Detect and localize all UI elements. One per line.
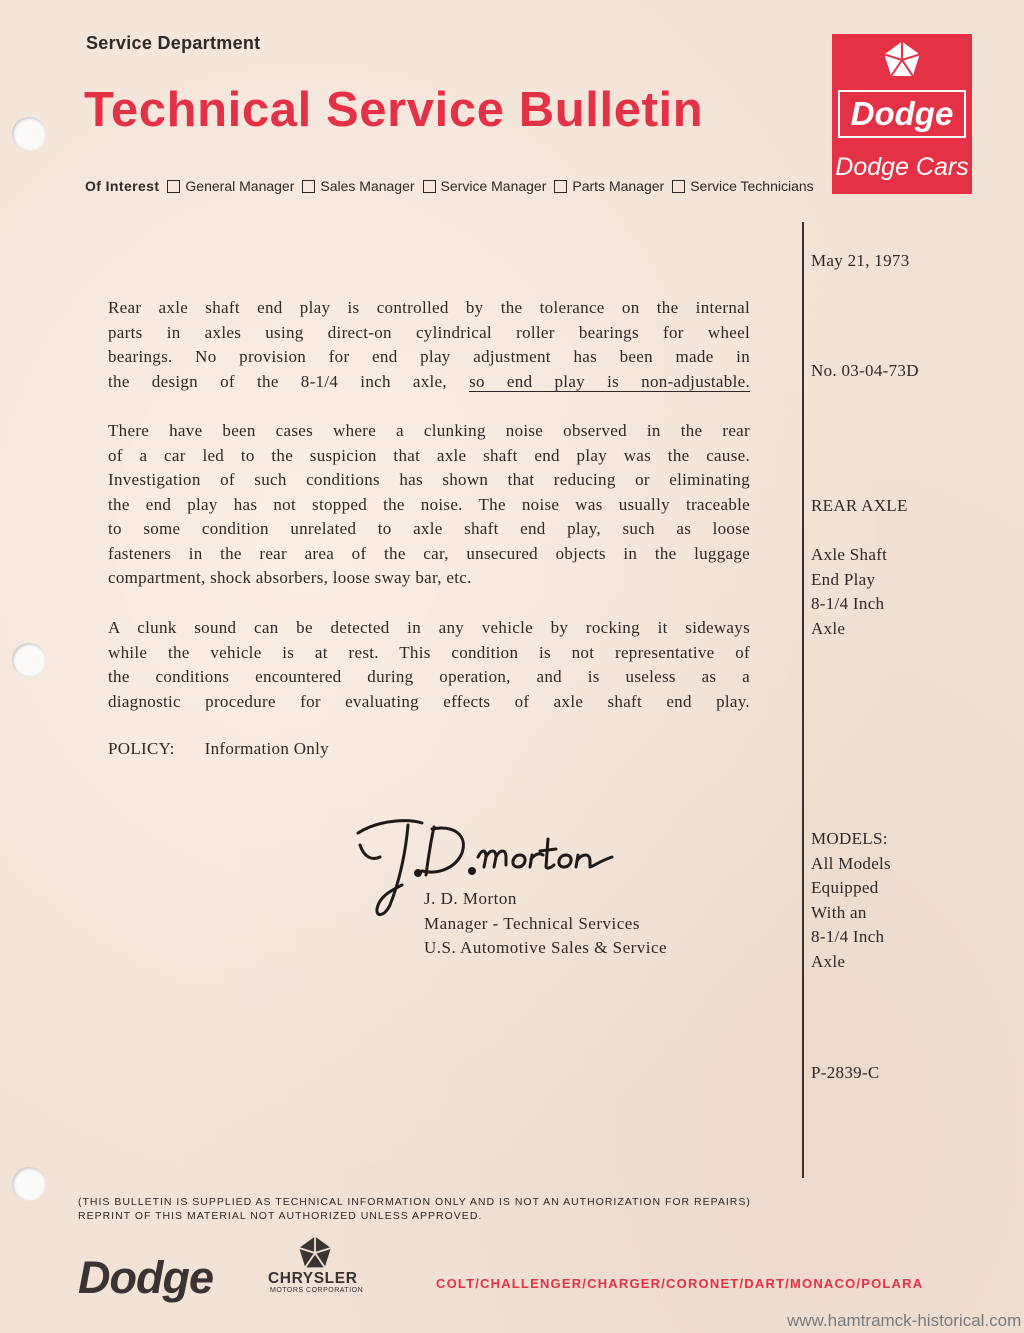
checkbox-box[interactable] bbox=[554, 180, 567, 193]
disclaimer bbox=[78, 1195, 751, 1223]
dodge-cars-text: Dodge Cars bbox=[835, 153, 969, 181]
signer-organization: U.S. Automotive Sales & Service bbox=[424, 938, 668, 958]
paragraph-1 bbox=[108, 296, 750, 394]
bulletin-models bbox=[811, 827, 891, 975]
checkbox-box[interactable] bbox=[672, 180, 685, 193]
checkbox-service-manager[interactable] bbox=[423, 178, 547, 194]
bulletin-number: No. 03-04-73D bbox=[811, 361, 919, 380]
paragraph-line: bearings. No provision for end play adjustment has been made in bbox=[108, 347, 750, 366]
binder-hole-middle bbox=[12, 643, 46, 677]
paragraph-line: to some condition unrelated to axle shaft end play, such as loose bbox=[108, 519, 750, 538]
binder-hole-bottom bbox=[12, 1167, 46, 1201]
paragraph-line-prefix: the design of the 8-1/4 inch axle, bbox=[108, 371, 447, 391]
dodge-logo-badge bbox=[832, 34, 972, 194]
pentastar-icon bbox=[882, 40, 922, 80]
sidebar-divider bbox=[802, 222, 804, 1178]
paragraph-line: Rear axle shaft end play is controlled by the tolerance on the internal bbox=[108, 298, 750, 317]
checkbox-box[interactable] bbox=[423, 180, 436, 193]
paragraph-3 bbox=[108, 616, 750, 714]
bulletin-category: REAR AXLE bbox=[811, 496, 908, 515]
disclaimer-line: REPRINT OF THIS MATERIAL NOT AUTHORIZED UNLESS APPROVED. bbox=[78, 1210, 483, 1222]
paragraph-line: while the vehicle is at rest. This condition is not representative of bbox=[108, 642, 750, 662]
checkbox-box[interactable] bbox=[167, 180, 180, 193]
binder-hole-top bbox=[12, 117, 46, 151]
dodge-footer-logo: Dodge bbox=[78, 1252, 213, 1303]
paragraph-line: diagnostic procedure for evaluating effects of axle shaft end play. bbox=[108, 691, 750, 711]
model-lineup: COLT/CHALLENGER/CHARGER/CORONET/DART/MONACO/POLARA bbox=[436, 1276, 924, 1291]
pentastar-icon bbox=[297, 1235, 333, 1271]
models-label: MODELS: bbox=[811, 829, 888, 848]
paragraph-2 bbox=[108, 419, 750, 591]
checkbox-parts-manager[interactable] bbox=[554, 178, 664, 194]
paragraph-line: Investigation of such conditions has shown that reducing or eliminating bbox=[108, 470, 750, 489]
of-interest-row bbox=[85, 178, 822, 194]
subject-line: 8-1/4 Inch bbox=[811, 594, 885, 614]
checkbox-box[interactable] bbox=[302, 180, 315, 193]
paragraph-line: fasteners in the rear area of the car, unsecured objects in the luggage bbox=[108, 543, 750, 563]
checkbox-sales-manager[interactable] bbox=[302, 178, 414, 194]
policy-line bbox=[108, 739, 329, 759]
paragraph-line: of a car led to the suspicion that axle shaft end play was the cause. bbox=[108, 445, 750, 465]
paragraph-line: There have been cases where a clunking noise observed in the rear bbox=[108, 421, 750, 440]
policy-label: POLICY: bbox=[108, 739, 175, 758]
signer-name: J. D. Morton bbox=[424, 889, 517, 908]
subject-line: End Play bbox=[811, 569, 876, 589]
checkbox-label: Service Manager bbox=[440, 178, 547, 194]
of-interest-label: Of Interest bbox=[85, 178, 160, 194]
page-title: Technical Service Bulletin bbox=[84, 83, 704, 137]
paragraph-line: A clunk sound can be detected in any vehicle by rocking it sideways bbox=[108, 618, 750, 637]
bulletin-date: May 21, 1973 bbox=[811, 251, 910, 270]
models-line: With an bbox=[811, 902, 867, 922]
website-watermark: www.hamtramck-historical.com bbox=[787, 1311, 1022, 1330]
department-label: Service Department bbox=[86, 33, 261, 53]
paragraph-line: the end play has not stopped the noise. The noise was usually traceable bbox=[108, 494, 750, 514]
underlined-emphasis: so end play is non-adjustable. bbox=[469, 371, 750, 391]
chrysler-logo-text: CHRYSLER bbox=[268, 1270, 358, 1287]
checkbox-general-manager[interactable] bbox=[167, 178, 294, 194]
subject-line: Axle bbox=[811, 618, 846, 638]
checkbox-label: Service Technicians bbox=[690, 178, 814, 194]
models-line: 8-1/4 Inch bbox=[811, 927, 885, 947]
checkbox-service-technicians[interactable] bbox=[672, 178, 813, 194]
form-number: P-2839-C bbox=[811, 1063, 880, 1082]
checkbox-label: General Manager bbox=[185, 178, 295, 194]
signer-title: Manager - Technical Services bbox=[424, 913, 640, 933]
paragraph-line: parts in axles using direct-on cylindrical roller bearings for wheel bbox=[108, 322, 750, 342]
paragraph-line: compartment, shock absorbers, loose sway bar, etc. bbox=[108, 568, 472, 587]
models-line: All Models bbox=[811, 853, 891, 873]
checkbox-label: Sales Manager bbox=[320, 178, 415, 194]
motors-corporation-text: MOTORS CORPORATION bbox=[270, 1287, 364, 1294]
checkbox-label: Parts Manager bbox=[572, 178, 665, 194]
signature-block bbox=[424, 887, 667, 961]
paragraph-line bbox=[108, 370, 750, 395]
paragraph-line: the conditions encountered during operation, and is useless as a bbox=[108, 667, 750, 686]
models-line: Equipped bbox=[811, 878, 879, 898]
bulletin-subject bbox=[811, 543, 887, 641]
models-line: Axle bbox=[811, 951, 846, 971]
disclaimer-line: (THIS BULLETIN IS SUPPLIED AS TECHNICAL INFORMATION ONLY AND IS NOT AN AUTHORIZATION FOR REPAIRS) bbox=[78, 1196, 751, 1208]
dodge-logo-text: Dodge bbox=[838, 90, 966, 138]
policy-value: Information Only bbox=[204, 739, 329, 758]
subject-line: Axle Shaft bbox=[811, 545, 888, 564]
